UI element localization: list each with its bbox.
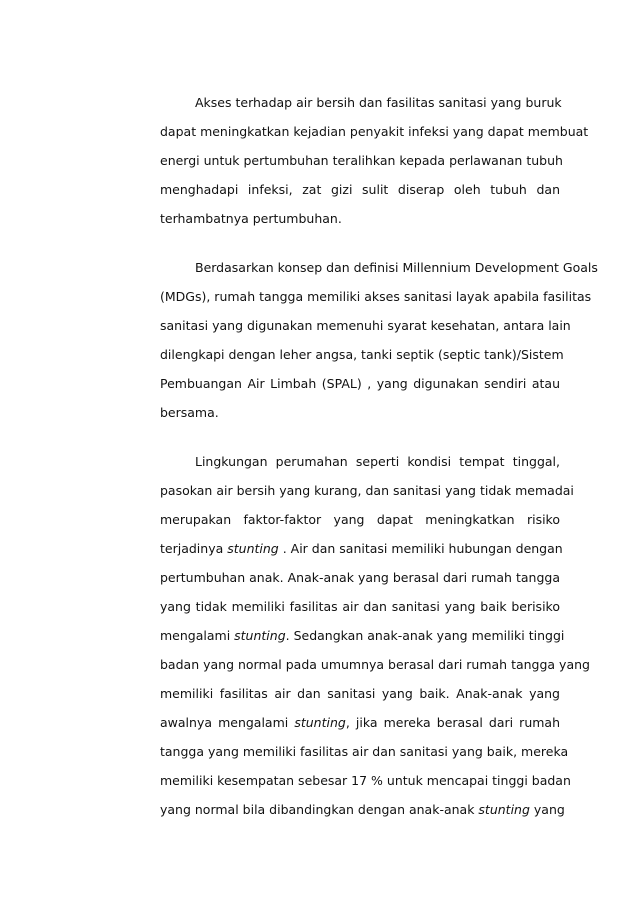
text-segment: Lingkungan perumahan seperti kondisi tempat tinggal, [195, 454, 560, 469]
text-line [160, 282, 592, 311]
paragraph [160, 253, 598, 427]
italic-term: stunting [294, 715, 346, 730]
text-segment: mengalami [160, 628, 235, 643]
text-segment: . Air dan sanitasi memiliki hubungan dengan [278, 541, 563, 556]
text-segment: bersama. [160, 405, 219, 420]
text-line [160, 253, 598, 282]
text-line [160, 621, 565, 650]
text-line [160, 369, 560, 398]
text-segment: (MDGs), rumah tangga memiliki akses sanitasi layak apabila fasilitas [160, 289, 592, 304]
text-segment: merupakan faktor-faktor yang dapat meningkatkan risiko [160, 512, 560, 527]
text-segment: Pembuangan Air Limbah (SPAL) , yang digunakan sendiri atau [160, 376, 560, 391]
text-segment: , jika mereka berasal dari rumah [345, 715, 561, 730]
text-line [160, 117, 589, 146]
text-segment: dilengkapi dengan leher angsa, tanki septik (septic tank)/Sistem [160, 347, 564, 362]
text-line [160, 592, 560, 621]
text-line [160, 650, 590, 679]
text-segment: yang normal bila dibandingkan dengan anak-anak [160, 802, 479, 817]
italic-term: stunting [478, 802, 530, 817]
italic-term: stunting [234, 628, 286, 643]
italic-term: stunting [227, 541, 279, 556]
text-line [160, 311, 571, 340]
text-segment: badan yang normal pada umumnya berasal dari rumah tangga yang [160, 657, 590, 672]
text-segment: awalnya mengalami [160, 715, 295, 730]
text-line [160, 534, 563, 563]
text-line [160, 340, 564, 369]
text-segment: energi untuk pertumbuhan teralihkan kepada perlawanan tubuh [160, 153, 563, 168]
text-line [160, 204, 560, 233]
text-line [160, 795, 565, 824]
text-line [160, 737, 569, 766]
text-segment: memiliki fasilitas air dan sanitasi yang baik. Anak-anak yang [160, 686, 560, 701]
text-line [160, 398, 560, 427]
text-line [160, 146, 563, 175]
paragraph [160, 447, 590, 824]
text-segment: memiliki kesempatan sebesar 17 % untuk mencapai tinggi badan [160, 773, 571, 788]
text-segment: dapat meningkatkan kejadian penyakit infeksi yang dapat membuat [160, 124, 589, 139]
text-line [160, 175, 560, 204]
text-segment: pasokan air bersih yang kurang, dan sanitasi yang tidak memadai [160, 483, 574, 498]
text-line [160, 505, 560, 534]
document-body [160, 88, 598, 844]
text-segment: terjadinya [160, 541, 228, 556]
text-line [160, 476, 574, 505]
text-line [160, 708, 560, 737]
text-segment: yang tidak memiliki fasilitas air dan sanitasi yang baik berisiko [160, 599, 560, 614]
text-line [160, 447, 560, 476]
text-segment: yang [529, 802, 565, 817]
text-segment: menghadapi infeksi, zat gizi sulit diserap oleh tubuh dan [160, 182, 560, 197]
text-line [160, 88, 560, 117]
paragraph [160, 88, 589, 233]
text-segment: sanitasi yang digunakan memenuhi syarat kesehatan, antara lain [160, 318, 571, 333]
text-segment: Berdasarkan konsep dan definisi Millennium Development Goals [195, 260, 598, 275]
text-line [160, 563, 560, 592]
text-line [160, 766, 571, 795]
text-segment: pertumbuhan anak. Anak-anak yang berasal dari rumah tangga [160, 570, 560, 585]
text-segment: terhambatnya pertumbuhan. [160, 211, 342, 226]
text-segment: . Sedangkan anak-anak yang memiliki tinggi [285, 628, 565, 643]
text-segment: tangga yang memiliki fasilitas air dan sanitasi yang baik, mereka [160, 744, 569, 759]
text-line [160, 679, 560, 708]
text-segment: Akses terhadap air bersih dan fasilitas sanitasi yang buruk [195, 95, 562, 110]
